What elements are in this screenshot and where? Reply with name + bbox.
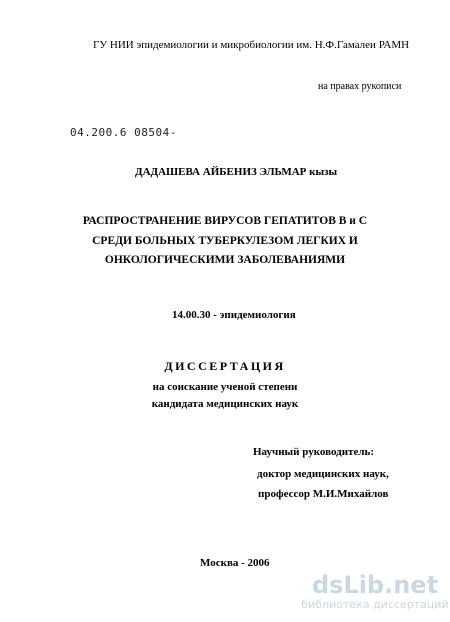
- registration-number-stamp: 04.200.6 08504-: [70, 126, 177, 139]
- watermark-logo: dsLib.net: [311, 571, 439, 599]
- degree-line-1: на соискание ученой степени: [152, 381, 298, 393]
- supervisor-label: Научный руководитель:: [253, 446, 374, 458]
- supervisor-name: профессор М.И.Михайлов: [258, 488, 389, 500]
- title-line-3: ОНКОЛОГИЧЕСКИМИ ЗАБОЛЕВАНИЯМИ: [104, 254, 346, 266]
- dslib-watermark: [300, 572, 450, 612]
- author-name: ДАДАШЕВА АЙБЕНИЗ ЭЛЬМАР кызы: [135, 166, 338, 178]
- supervisor-title: доктор медицинских наук,: [257, 468, 389, 480]
- specialty-code: 14.00.30 - эпидемиология: [172, 309, 296, 321]
- degree-line-2: кандидата медицинских наук: [151, 398, 299, 410]
- watermark-subtitle: библиотека диссертаций: [301, 598, 449, 611]
- manuscript-rights-note: на правах рукописи: [318, 81, 402, 92]
- document-type: ДИССЕРТАЦИЯ: [164, 359, 286, 373]
- title-line-1: РАСПРОСТРАНЕНИЕ ВИРУСОВ ГЕПАТИТОВ В и С: [82, 215, 368, 227]
- city-year: Москва - 2006: [200, 557, 270, 569]
- title-line-2: СРЕДИ БОЛЬНЫХ ТУБЕРКУЛЕЗОМ ЛЕГКИХ И: [92, 235, 358, 247]
- institution-name: ГУ НИИ эпидемиологии и микробиологии им. Н.Ф.Гамалеи РАМН: [93, 39, 410, 51]
